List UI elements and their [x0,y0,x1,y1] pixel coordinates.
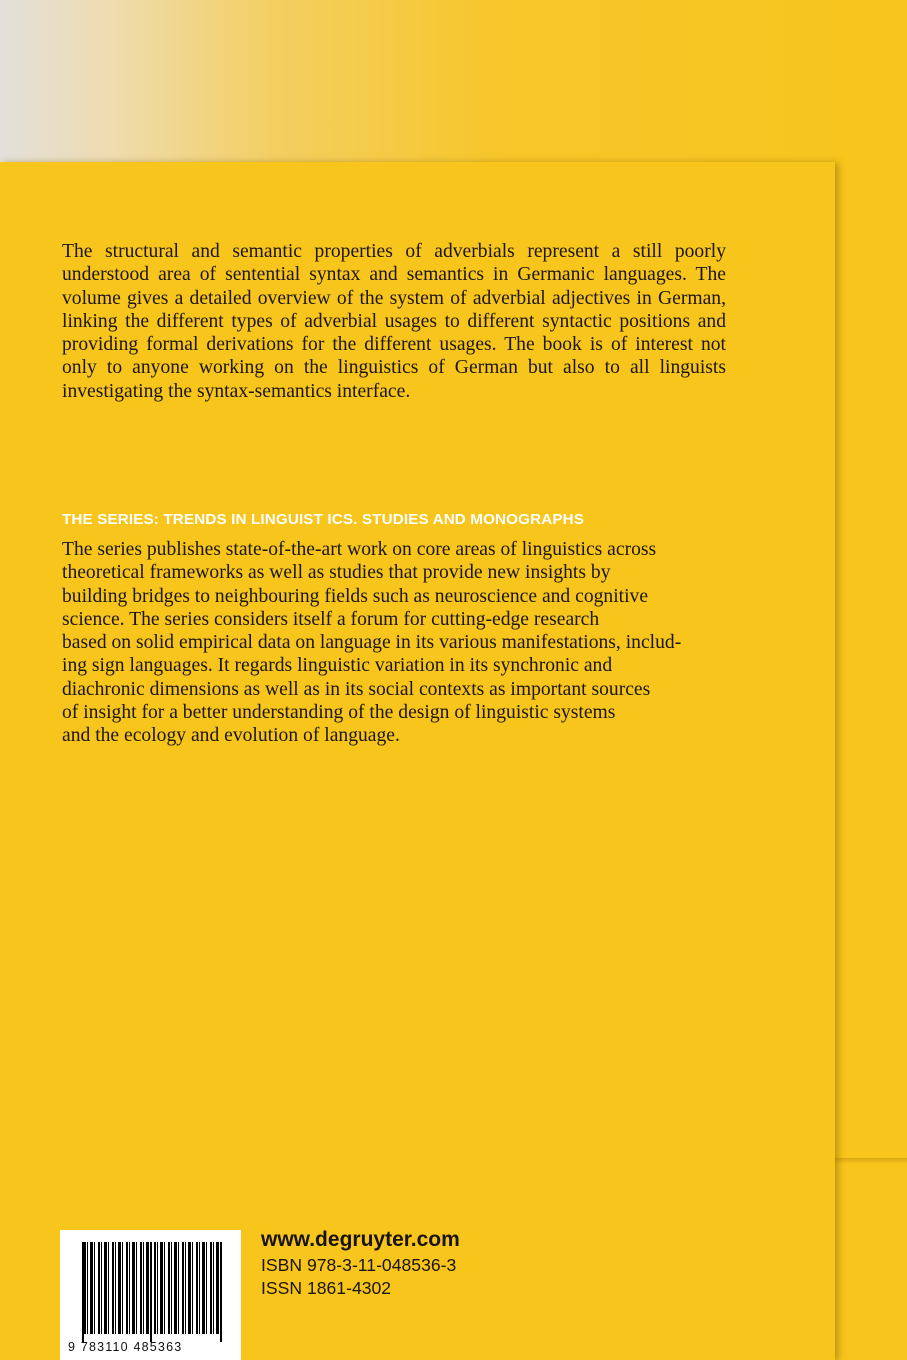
series-title: THE SERIES: TRENDS IN LINGUIST ICS. STUDIES AND MONOGRAPHS [62,511,585,528]
barcode-bars [84,1242,220,1334]
barcode-number: 9 783110 485363 [68,1340,183,1354]
barcode-guard-left [82,1242,84,1342]
series-line: diachronic dimensions as well as in its social contexts as important sources [62,678,651,700]
series-line: ing sign languages. It regards linguistic variation in its synchronic and [62,655,613,677]
barcode [60,1230,241,1360]
series-line: of insight for a better understanding of the design of linguistic systems [62,702,616,724]
series-line: theoretical frameworks as well as studies that provide new insights by [62,562,611,584]
series-line: The series publishes state-of-the-art work on core areas of linguistics across [62,539,657,560]
series-description [62,538,724,748]
right-flap-shadow [835,1158,907,1164]
series-line: building bridges to neighbouring fields such as neuroscience and cognitive [62,585,649,607]
issn: ISSN 1861-4302 [261,1278,392,1298]
series-line: based on solid empirical data on language in its various manifestations, includ- [62,632,682,654]
series-line: and the ecology and evolution of language. [62,725,400,747]
publisher-url[interactable]: www.degruyter.com [261,1228,460,1251]
top-gradient-band [0,0,907,175]
barcode-guard-center [150,1242,152,1342]
barcode-guard-right [220,1242,222,1342]
book-blurb: The structural and semantic properties of adverbials represent a still poorly understood area of sentential syntax and semantics in Germanic languages. The volume gives a detailed overview of the system of adverbial adjectives in German, linking the different types of adverbial usages to different syntactic positions and providing formal derivations for the different usages. The book is of interest not only to anyone working on the linguistics of German but also to all linguists investigating the syntax-semantics interface. [62,241,726,402]
series-line: science. The series considers itself a forum for cutting-edge research [62,608,600,630]
right-flap [835,150,907,1360]
isbn: ISBN 978-3-11-048536-3 [261,1255,457,1275]
